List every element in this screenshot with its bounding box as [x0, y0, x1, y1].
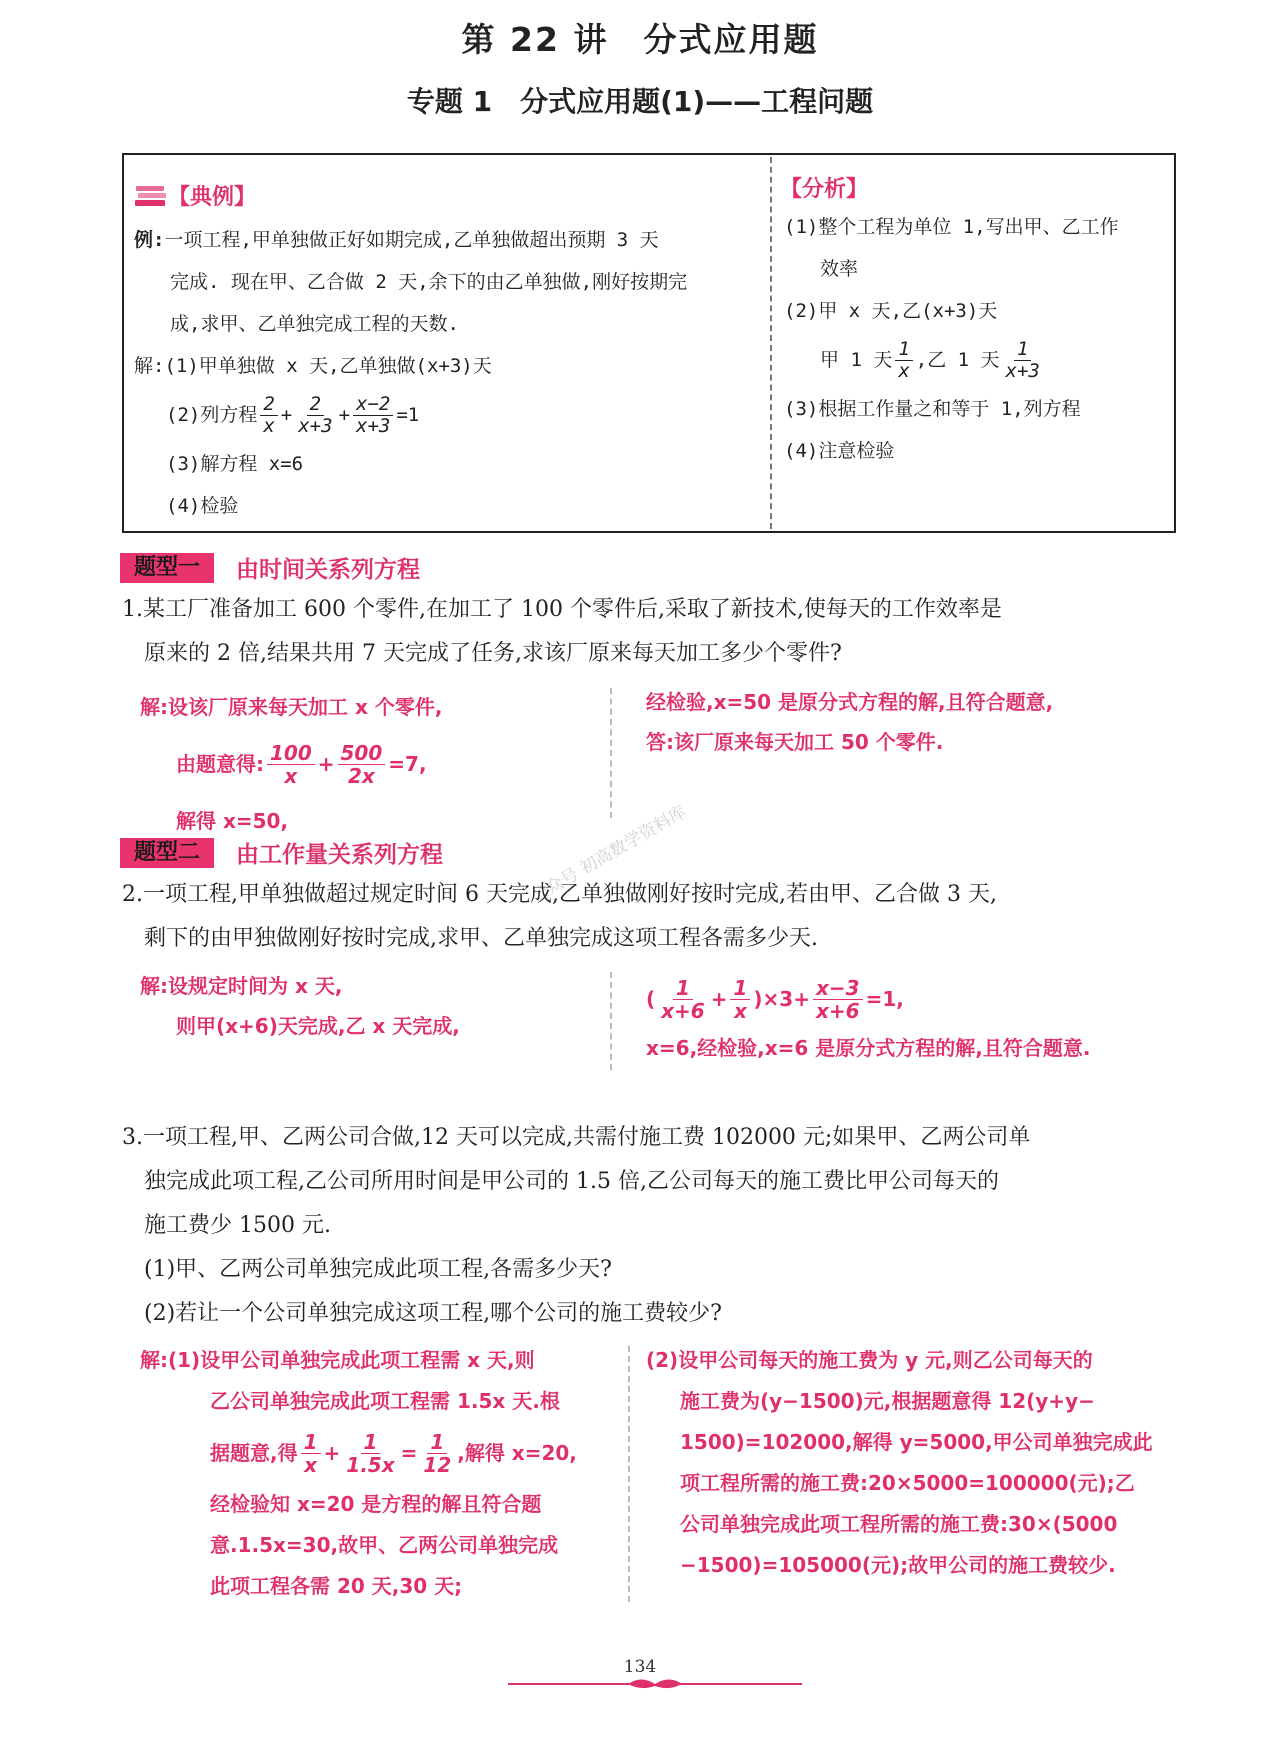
footer-line-right [672, 1683, 802, 1685]
solution-line: 解:设该厂原来每天加工 x 个零件, [140, 695, 443, 719]
question-subpart: (1)甲、乙两公司单独完成此项工程,各需多少天? [144, 1257, 612, 1282]
fraction: $\frac{2}{x}$ [260, 394, 277, 437]
type1-header [120, 551, 420, 584]
problem-label: 例: [134, 229, 165, 251]
example-solution-step: (2)列方程 $\frac{2}{x}$ + $\frac{2}{x+3}$ + $\frac{x-2}{x+3}$ =1 [166, 392, 420, 437]
question-3 [122, 1116, 1182, 1336]
problem-line: 一项工程,甲单独做正好如期完成,乙单独做超出预期 3 天 [164, 229, 659, 251]
question-line: 剩下的由甲独做刚好按时完成,求甲、乙单独完成这项工程各需多少天. [144, 926, 818, 951]
solution-line: 经检验,x=50 是原分式方程的解,且符合题意, [646, 690, 1054, 714]
fraction: $\frac{x-3}{x+6}$ [813, 977, 863, 1022]
analysis-line: 甲 1 天 $\frac{1}{x}$ ,乙 1 天 $\frac{1}{x+3}$ [784, 332, 1174, 388]
type1-badge: 题型一 [120, 553, 214, 583]
analysis-line: (2)甲 x 天,乙(x+3)天 [784, 300, 998, 322]
solution-line: 由题意得: $\frac{100}{x}$ + $\frac{500}{2x}$ =7, [176, 740, 427, 788]
topic-title: 专题 1 分式应用题(1)——工程问题 [406, 85, 874, 118]
fraction: $\frac{1}{x}$ [301, 1431, 321, 1476]
chapter-title: 第 22 讲 分式应用题 [461, 20, 819, 59]
problem-line: 完成. 现在甲、乙合做 2 天,余下的由乙单独做,刚好按期完 [170, 271, 688, 293]
solution-line: 解:设规定时间为 x 天, [140, 974, 343, 998]
type1-title: 由时间关系列方程 [236, 557, 421, 583]
solution-line: 据题意,得 $\frac{1}{x}$ + $\frac{1}{1.5x}$ = $\frac{1}{12}$ ,解得 x=20, [210, 1429, 577, 1477]
solution-divider [610, 688, 612, 818]
analysis-content [784, 206, 1174, 472]
fraction: $\frac{1}{1.5x}$ [346, 1429, 395, 1477]
example-header [134, 180, 256, 211]
solution-line: −1500)=105000(元);故甲公司的施工费较少. [680, 1553, 1116, 1577]
footer-line-left [508, 1683, 638, 1685]
question-line: 2.一项工程,甲单独做超过规定时间 6 天完成,乙单独做刚好按时完成,若由甲、乙合做 3 天, [122, 882, 997, 907]
solution-line: 经检验知 x=20 是方程的解且符合题 [210, 1492, 542, 1516]
eq-prefix: (2)列方程 [166, 404, 258, 426]
analysis-line: 效率 [820, 258, 859, 280]
analysis-line: (4)注意检验 [784, 440, 895, 462]
solution-line: ( $\frac{1}{x+6}$ + $\frac{1}{x}$ )×3+ $\frac{x-3}{x+6}$ =1, [646, 975, 904, 1023]
analysis-line: (3)根据工作量之和等于 1,列方程 [784, 398, 1081, 420]
example-tag: 【典例】 [168, 185, 257, 210]
question-line: 3.一项工程,甲、乙两公司合做,12 天可以完成,共需付施工费 102000 元;如果甲、乙两公司单 [122, 1125, 1031, 1150]
solution-2-right [646, 970, 1186, 1068]
solution-1-left [140, 682, 600, 846]
solution-line: 此项工程各需 20 天,30 天; [210, 1574, 463, 1598]
solution-line: 乙公司单独完成此项工程需 1.5x 天.根 [210, 1389, 560, 1413]
solution-3-right [646, 1340, 1186, 1586]
example-divider [770, 157, 772, 529]
solution-line: 1500)=102000,解得 y=5000,甲公司单独完成此 [680, 1430, 1153, 1454]
solution-divider [610, 972, 612, 1070]
question-line: 1.某工厂准备加工 600 个零件,在加工了 100 个零件后,采取了新技术,使每天的工作效率是 [122, 597, 1002, 622]
solution-line: 解:(1)设甲公司单独完成此项工程需 x 天,则 [140, 1348, 535, 1372]
question-line: 原来的 2 倍,结果共用 7 天完成了任务,求该厂原来每天加工多少个零件? [144, 641, 842, 666]
example-solution-step: (3)解方程 x=6 [166, 453, 304, 475]
solution-line: 答:该厂原来每天加工 50 个零件. [646, 730, 944, 754]
solution-line: 公司单独完成此项工程所需的施工费:30×(5000 [680, 1512, 1118, 1536]
analysis-line: (1)整个工程为单位 1,写出甲、乙工作 [784, 216, 1119, 238]
example-solution-step: 解:(1)甲单独做 x 天,乙单独做(x+3)天 [134, 355, 492, 377]
fraction: $\frac{100}{x}$ [267, 742, 315, 787]
example-problem [134, 219, 764, 527]
page-number: 134 [623, 1657, 657, 1677]
eq-rhs: =1 [396, 404, 420, 426]
type2-title: 由工作量关系列方程 [236, 842, 444, 868]
fraction: $\frac{2}{x+3}$ [298, 392, 333, 437]
fraction: $\frac{1}{12}$ [423, 1429, 452, 1477]
watermark: 公众号 初高数学资料库 [528, 802, 690, 908]
question-1 [122, 588, 1182, 676]
question-line: 施工费少 1500 元. [144, 1213, 331, 1238]
question-2 [122, 873, 1182, 961]
solution-1-right [646, 682, 1186, 762]
fraction: $\frac{500}{2x}$ [338, 742, 386, 787]
fraction: $\frac{1}{x}$ [895, 339, 912, 382]
fraction: $\frac{1}{x+6}$ [661, 975, 705, 1023]
books-icon [134, 183, 168, 209]
fraction: $\frac{x-2}{x+3}$ [353, 394, 393, 437]
solution-line: (2)设甲公司每天的施工费为 y 元,则乙公司每天的 [646, 1348, 1093, 1372]
fraction: $\frac{1}{x+3}$ [1005, 337, 1040, 382]
question-line: 独完成此项工程,乙公司所用时间是甲公司的 1.5 倍,乙公司每天的施工费比甲公司每天的 [144, 1169, 999, 1194]
type2-header [120, 836, 443, 869]
solution-line: x=6,经检验,x=6 是原分式方程的解,且符合题意. [646, 1036, 1091, 1060]
solution-line: 解得 x=50, [176, 809, 289, 833]
solution-divider [628, 1346, 630, 1602]
type2-badge: 题型二 [120, 838, 214, 868]
solution-3-left [140, 1340, 620, 1607]
footer-ornament-icon [626, 1677, 684, 1691]
solution-2-left [140, 966, 600, 1046]
analysis-tag: 【分析】 [780, 177, 869, 202]
example-solution-step: (4)检验 [166, 495, 239, 517]
solution-line: 施工费为(y−1500)元,根据题意得 12(y+y− [680, 1389, 1095, 1413]
solution-line: 则甲(x+6)天完成,乙 x 天完成, [176, 1014, 460, 1038]
question-subpart: (2)若让一个公司单独完成这项工程,哪个公司的施工费较少? [144, 1301, 722, 1326]
problem-line: 成,求甲、乙单独完成工程的天数. [170, 313, 459, 335]
solution-line: 项工程所需的施工费:20×5000=100000(元);乙 [680, 1471, 1135, 1495]
fraction: $\frac{1}{x}$ [730, 977, 750, 1022]
solution-line: 意.1.5x=30,故甲、乙两公司单独完成 [210, 1533, 559, 1557]
